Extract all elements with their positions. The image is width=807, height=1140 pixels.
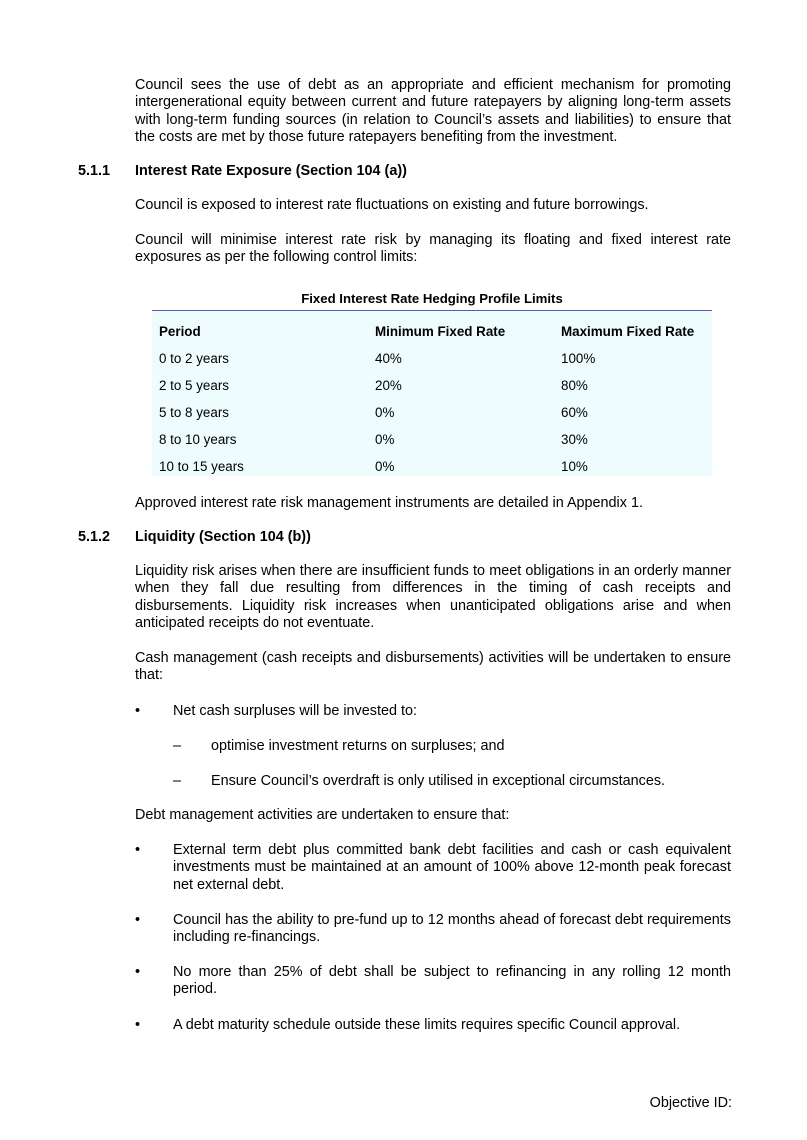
list-item-text: No more than 25% of debt shall be subject to refinancing in any rolling 12 month period.: [173, 964, 731, 998]
section-number: 5.1.1: [78, 163, 111, 179]
bullet-icon: •: [135, 912, 141, 928]
cell-period: 10 to 15 years: [159, 459, 244, 474]
cell-maximum: 10%: [561, 459, 588, 474]
hedging-limits-table: [152, 310, 712, 476]
table-header-row: [152, 323, 712, 350]
cell-minimum: 20%: [375, 378, 402, 393]
cell-period: 2 to 5 years: [159, 378, 229, 393]
sub-list-item-text: optimise investment returns on surpluses; and: [211, 738, 505, 754]
cell-minimum: 40%: [375, 351, 402, 366]
table-row: [152, 458, 712, 485]
cell-maximum: 60%: [561, 405, 588, 420]
cell-period: 5 to 8 years: [159, 405, 229, 420]
table-row: [152, 431, 712, 458]
bullet-icon: •: [135, 703, 141, 719]
instruments-paragraph: Approved interest rate risk management instruments are detailed in Appendix 1.: [135, 495, 643, 511]
cell-minimum: 0%: [375, 459, 395, 474]
bullet-icon: •: [135, 964, 141, 980]
cell-maximum: 100%: [561, 351, 596, 366]
footer-objective-id: Objective ID:: [649, 1095, 732, 1111]
table-title: Fixed Interest Rate Hedging Profile Limits: [301, 291, 563, 306]
list-item-text: Net cash surpluses will be invested to:: [173, 703, 417, 719]
section-title: Liquidity (Section 104 (b)): [135, 529, 311, 545]
sub-list-item-text: Ensure Council’s overdraft is only utilised in exceptional circumstances.: [211, 773, 666, 789]
intro-paragraph: Council sees the use of debt as an appropriate and efficient mechanism for promoting intergenerational equity between current and future ratepayers by aligning long-term assets with long-term funding sources (in relation to Council’s assets and liabilities) to ensure that the costs are met by those future ratepayers benefiting from the investment.: [135, 77, 731, 146]
list-item-text: A debt maturity schedule outside these limits requires specific Council approval.: [173, 1017, 681, 1033]
table-row: [152, 350, 712, 377]
cell-maximum: 30%: [561, 432, 588, 447]
section-title: Interest Rate Exposure (Section 104 (a)): [135, 163, 407, 179]
cash-management-paragraph: Cash management (cash receipts and disbursements) activities will be undertaken to ensure that:: [135, 650, 731, 684]
bullet-icon: •: [135, 842, 141, 858]
table-row: [152, 377, 712, 404]
control-limits-paragraph: Council will minimise interest rate risk by managing its floating and fixed interest rate exposures as per the following control limits:: [135, 232, 731, 266]
cell-minimum: 0%: [375, 432, 395, 447]
header-period: Period: [159, 324, 201, 339]
header-minimum: Minimum Fixed Rate: [375, 324, 506, 339]
exposure-paragraph: Council is exposed to interest rate fluctuations on existing and future borrowings.: [135, 197, 649, 213]
header-maximum: Maximum Fixed Rate: [561, 324, 695, 339]
list-item-text: External term debt plus committed bank debt facilities and cash or cash equivalent investments must be maintained at an amount of 100% above 12-month peak forecast net external debt.: [173, 842, 731, 893]
cell-period: 8 to 10 years: [159, 432, 237, 447]
dash-icon: –: [173, 738, 182, 754]
cell-maximum: 80%: [561, 378, 588, 393]
cell-minimum: 0%: [375, 405, 395, 420]
dash-icon: –: [173, 773, 182, 789]
list-item-text: Council has the ability to pre-fund up to 12 months ahead of forecast debt requirements including re-financings.: [173, 912, 731, 946]
bullet-icon: •: [135, 1017, 141, 1033]
cell-period: 0 to 2 years: [159, 351, 229, 366]
section-number: 5.1.2: [78, 529, 111, 545]
table-row: [152, 404, 712, 431]
debt-management-paragraph: Debt management activities are undertaken to ensure that:: [135, 807, 510, 823]
liquidity-paragraph: Liquidity risk arises when there are insufficient funds to meet obligations in an orderly manner when they fall due resulting from differences in the timing of cash receipts and disbursements. Liquidity risk increases when unanticipated obligations arise and when anticipated receipts do not eventuate.: [135, 563, 731, 632]
